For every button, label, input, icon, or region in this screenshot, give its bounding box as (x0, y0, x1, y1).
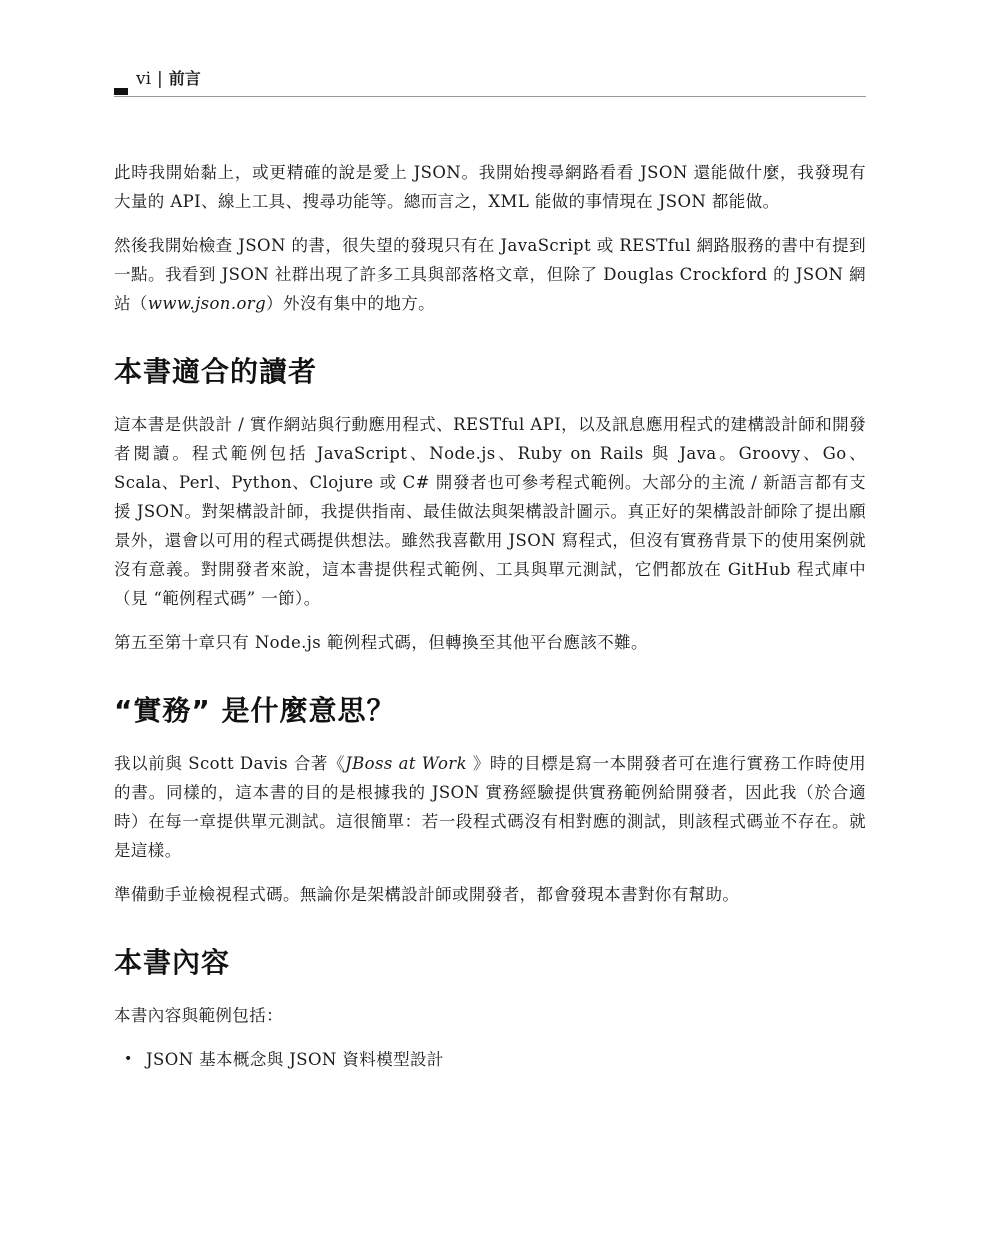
list-item-text: JSON 基本概念與 JSON 資料模型設計 (146, 1050, 444, 1069)
json-org-link[interactable]: www.json.org (147, 294, 267, 313)
running-header (114, 66, 866, 97)
paragraph-practical (114, 749, 866, 865)
paragraph-text: ）外沒有集中的地方。 (266, 294, 436, 313)
page-body (114, 158, 866, 1074)
paragraph-text: 我以前與 Scott Davis 合著《 (114, 754, 346, 773)
heading-audience: 本書適合的讀者 (114, 355, 318, 388)
paragraph-json-books (114, 231, 866, 318)
heading-practical: “實務” 是什麼意思？ (114, 694, 396, 727)
heading-contents: 本書內容 (114, 946, 231, 979)
list-item (114, 1045, 866, 1074)
page-number: vi (136, 69, 152, 89)
paragraph-json-everywhere: 此時我開始黏上，或更精確的說是愛上 JSON。我開始搜尋網路看看 JSON 還能做什麼，我發現有大量的 API、線上工具、搜尋功能等。總而言之，XML 能做的事情現在 JSON 都能做。 (114, 163, 866, 211)
header-section-title: 前言 (168, 69, 201, 88)
header-text (136, 68, 201, 90)
paragraph-get-started: 準備動手並檢視程式碼。無論你是架構設計師或開發者，都會發現本書對你有幫助。 (114, 885, 740, 904)
contents-list (114, 1045, 866, 1074)
book-title: JBoss at Work (345, 754, 467, 773)
paragraph-text: 然後我開始檢查 JSON 的書，很失望的發現只有在 JavaScript 或 RESTful 網路服務的書中有提到一點。我看到 JSON 社群出現了許多工具與部落格文章，但除了 Douglas Crockford 的 JSON 網站（ (114, 236, 866, 313)
bullet-icon: • (124, 1051, 133, 1067)
paragraph-text: 》時的目標是寫一本開發者可在進行實務工作時使用的書。同樣的，這本書的目的是根據我的 JSON 實務經驗提供實務範例給開發者，因此我（於合適時）在每一章提供單元測試。這很簡單：若一段程式碼沒有相對應的測試，則該程式碼並不存在。就是這樣。 (114, 754, 866, 860)
paragraph-audience: 這本書是供設計 / 實作網站與行動應用程式、RESTful API，以及訊息應用程式的建構設計師和開發者閱讀。程式範例包括 JavaScript、Node.js、Ruby on Rails 與 Java。Groovy、Go、Scala、Perl、Python、Clojure 或 C# 開發者也可參考程式範例。大部分的主流 / 新語言都有支援 JSON。對架構設計師，我提供指南、最佳做法與架構設計圖示。真正好的架構設計師除了提出願景外，還會以可用的程式碼提供想法。雖然我喜歡用 JSON 寫程式，但沒有實務背景下的使用案例就沒有意義。對開發者來說，這本書提供程式範例、工具與單元測試，它們都放在 GitHub 程式庫中（見 “範例程式碼” 一節）。 (114, 415, 866, 608)
paragraph-nodejs-chapters: 第五至第十章只有 Node.js 範例程式碼，但轉換至其他平台應該不難。 (114, 633, 648, 652)
header-marker-bar (114, 88, 128, 95)
paragraph-contents-intro: 本書內容與範例包括： (114, 1006, 283, 1025)
header-separator: | (157, 69, 163, 89)
